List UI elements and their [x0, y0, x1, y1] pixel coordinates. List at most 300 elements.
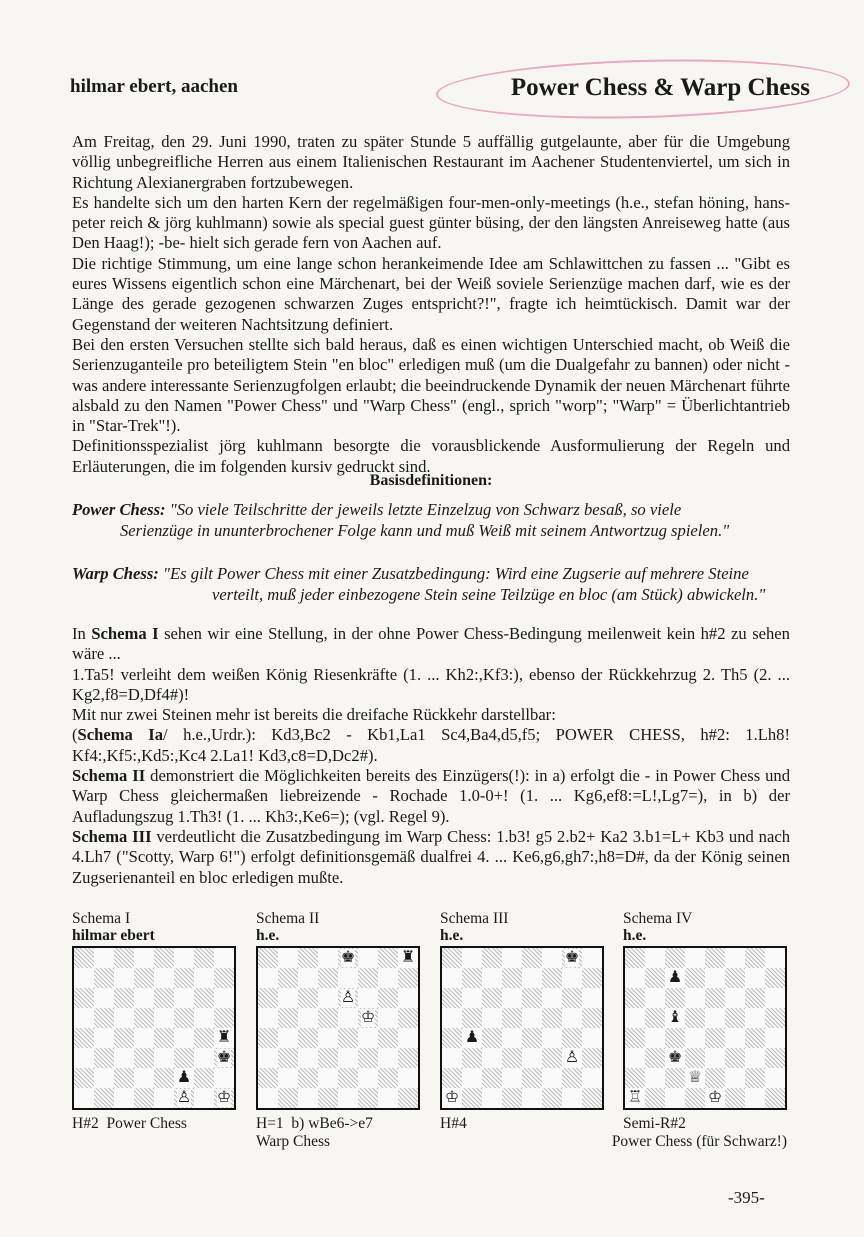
body-text [72, 624, 790, 888]
board-square [522, 948, 542, 968]
board-square [258, 1068, 278, 1088]
board-square [74, 968, 94, 988]
board-square [358, 1088, 378, 1108]
board-square [298, 948, 318, 968]
caption-line: H#4 [440, 1115, 467, 1132]
board-square [174, 1048, 194, 1068]
board-square [134, 948, 154, 968]
definition-term: Warp Chess: [72, 564, 159, 583]
chess-piece: ♙ [176, 1089, 192, 1106]
board-square [725, 1008, 745, 1028]
board-square [318, 1048, 338, 1068]
board-square [442, 1068, 462, 1088]
board-square [482, 1028, 502, 1048]
board-square [582, 988, 602, 1008]
board-square [214, 1068, 234, 1088]
board-square [134, 1088, 154, 1108]
board-square [522, 1008, 542, 1028]
paragraph [72, 766, 790, 827]
diagram-schema-2 [256, 910, 420, 1110]
board-square [625, 1008, 645, 1028]
board-square [338, 1028, 358, 1048]
board-square [685, 1048, 705, 1068]
board-square [378, 1048, 398, 1068]
board-square [318, 988, 338, 1008]
board-square [194, 1028, 214, 1048]
board-square [298, 968, 318, 988]
board-square [114, 1008, 134, 1028]
board-square [685, 1088, 705, 1108]
board-square [378, 1088, 398, 1108]
author-line: hilmar ebert, aachen [70, 76, 238, 97]
board-square [174, 1028, 194, 1048]
board-square [174, 988, 194, 1008]
board-square [114, 988, 134, 1008]
chess-piece: ♚ [667, 1049, 683, 1066]
caption-line: Warp Chess [256, 1133, 331, 1150]
board-square [582, 1008, 602, 1028]
board-square [705, 988, 725, 1008]
paragraph: Mit nur zwei Steinen mehr ist bereits die dreifache Rückkehr darstellbar: [72, 705, 556, 725]
board-square [725, 968, 745, 988]
chess-piece: ♜ [216, 1029, 232, 1046]
board-square [194, 1008, 214, 1028]
board-square [278, 948, 298, 968]
board-square [94, 1048, 114, 1068]
board-square [358, 1008, 378, 1028]
paragraph: Am Freitag, den 29. Juni 1990, traten zu später Stunde 5 auffällig gutgelaunte, aber für die Umgebung völlig unbegreifliche Herren aus einem Italienischen Restaurant im Aachener Studentenviertel, um sich in Richtung Alexianergraben fortzubewegen. [72, 132, 790, 192]
board-square [442, 1048, 462, 1068]
board-square [582, 1088, 602, 1108]
board-square [358, 1068, 378, 1088]
board-square [298, 1088, 318, 1108]
board-square [298, 988, 318, 1008]
diagram-caption [72, 1115, 187, 1133]
chess-piece: ♟ [176, 1069, 192, 1086]
board-square [154, 948, 174, 968]
board-square [665, 1048, 685, 1068]
board-square [462, 1088, 482, 1108]
board-square [522, 1068, 542, 1088]
chess-piece: ♔ [216, 1089, 232, 1106]
board-square [174, 1068, 194, 1088]
article-title: Power Chess & Warp Chess [510, 74, 810, 101]
board-square [705, 1088, 725, 1108]
board-square [114, 1088, 134, 1108]
diagram-schema-4 [623, 910, 787, 1110]
board-square [194, 1088, 214, 1108]
chess-piece: ♔ [707, 1089, 723, 1106]
diagram-label: Schema III [440, 910, 509, 927]
board-square [114, 1048, 134, 1068]
board-square [134, 988, 154, 1008]
board-square [278, 1028, 298, 1048]
board-square [705, 948, 725, 968]
caption-line: Semi-R#2 [623, 1115, 686, 1132]
board-square [522, 1028, 542, 1048]
board-square [705, 1028, 725, 1048]
board-square [765, 968, 785, 988]
board-square [134, 1048, 154, 1068]
board-square [462, 1008, 482, 1028]
board-square [442, 968, 462, 988]
schema-ref: Schema I [91, 624, 159, 643]
board-square [542, 988, 562, 1008]
board-square [398, 1028, 418, 1048]
board-square [542, 1088, 562, 1108]
board-square [174, 948, 194, 968]
board-square [74, 1068, 94, 1088]
board-square [745, 1048, 765, 1068]
paragraph: Bei den ersten Versuchen stellte sich bald heraus, daß es einen wichtigen Unterschied macht, ob Weiß die Serienzuganteile pro beteiligtem Stein "en bloc" erledigen muß (um die Dualgefahr zu bannen) oder nicht - was andere interessante Serienzugfolgen erlaubt; die beeindruckende Dynamik der neuen Märchenart führte alsbald zu den Namen "Power Chess" und "Warp Chess" (engl., sprich "worp"; "Warp" = Überlichtantrieb in "Star-Trek"!). [72, 334, 790, 436]
text: ( [72, 725, 78, 745]
board-square [542, 1028, 562, 1048]
board-square [582, 1048, 602, 1068]
board-square [502, 1028, 522, 1048]
board-square [705, 968, 725, 988]
paragraph [72, 827, 790, 888]
board-square [685, 1068, 705, 1088]
board-square [134, 1008, 154, 1028]
board-square [562, 968, 582, 988]
board-square [725, 1088, 745, 1108]
board-square [258, 948, 278, 968]
board-square [214, 988, 234, 1008]
board-square [214, 1048, 234, 1068]
board-square [258, 1028, 278, 1048]
board-square [765, 1068, 785, 1088]
board-square [665, 968, 685, 988]
chess-board [623, 946, 787, 1110]
board-square [765, 1028, 785, 1048]
text: sehen wir eine Stellung, in der ohne Power Chess-Bedingung meilenweit kein h#2 zu sehen wäre ... [72, 624, 790, 664]
board-square [582, 1028, 602, 1048]
board-square [562, 1028, 582, 1048]
diagram-caption [256, 1115, 373, 1151]
board-square [625, 988, 645, 1008]
board-square [114, 1028, 134, 1048]
chess-piece: ♕ [687, 1069, 703, 1086]
board-square [258, 1048, 278, 1068]
board-square [74, 988, 94, 1008]
board-square [258, 1008, 278, 1028]
board-square [745, 1088, 765, 1108]
chess-board [256, 946, 420, 1110]
board-square [74, 1088, 94, 1108]
board-square [398, 1048, 418, 1068]
board-square [645, 948, 665, 968]
board-square [462, 988, 482, 1008]
board-square [562, 1048, 582, 1068]
board-square [94, 948, 114, 968]
board-square [562, 1068, 582, 1088]
board-square [134, 1028, 154, 1048]
diagram-author: h.e. [440, 927, 464, 944]
paragraph: Definitionsspezialist jörg kuhlmann besorgte die vorausblickende Ausformulierung der Regeln und Erläuterungen, die im folgenden kursiv gedruckt sind. [72, 436, 790, 476]
board-square [645, 1048, 665, 1068]
board-square [74, 1048, 94, 1068]
chess-piece: ♚ [340, 949, 356, 966]
board-square [462, 948, 482, 968]
definitions-heading: Basisdefinitionen: [369, 472, 493, 489]
board-square [625, 1028, 645, 1048]
power-chess-definition [72, 500, 790, 541]
board-square [482, 968, 502, 988]
paragraph: 1.Ta5! verleiht dem weißen König Riesenkräfte (1. ... Kh2:,Kf3:), ebenso der Rückkehrzug 2. Th5 (2. ... Kg2,f8=D,Df4#)! [72, 664, 790, 704]
board-square [338, 1008, 358, 1028]
board-square [338, 988, 358, 1008]
board-square [358, 988, 378, 1008]
board-square [502, 1088, 522, 1108]
schema-ref: Schema II [72, 766, 146, 786]
chess-piece: ♙ [564, 1049, 580, 1066]
board-square [745, 948, 765, 968]
board-square [502, 988, 522, 1008]
board-square [562, 1008, 582, 1028]
board-square [685, 988, 705, 1008]
board-square [542, 948, 562, 968]
board-square [482, 1008, 502, 1028]
board-square [74, 1008, 94, 1028]
chess-board [72, 946, 236, 1110]
board-square [482, 1068, 502, 1088]
board-square [522, 968, 542, 988]
board-square [745, 968, 765, 988]
diagram-label: Schema IV [623, 910, 693, 927]
diagram-label: Schema I [72, 910, 131, 927]
board-square [705, 1008, 725, 1028]
board-square [502, 1068, 522, 1088]
board-square [645, 988, 665, 1008]
board-square [378, 968, 398, 988]
caption-line: H=1 b) wBe6->e7 [256, 1115, 373, 1132]
paragraph [72, 624, 790, 665]
board-square [625, 1068, 645, 1088]
board-square [214, 948, 234, 968]
chess-piece: ♜ [400, 949, 416, 966]
board-square [154, 1048, 174, 1068]
board-square [74, 948, 94, 968]
board-square [194, 1068, 214, 1088]
board-square [318, 968, 338, 988]
board-square [94, 968, 114, 988]
board-square [358, 1028, 378, 1048]
board-square [645, 1068, 665, 1088]
board-square [442, 988, 462, 1008]
board-square [625, 968, 645, 988]
board-square [258, 1088, 278, 1108]
diagram-author: hilmar ebert [72, 927, 155, 944]
intro-text [72, 132, 790, 477]
paragraph: Die richtige Stimmung, um eine lange schon herankeimende Idee am Schlawittchen zu fassen ... "Gibt es eures Wissens eigentlich schon eine Märchenart, bei der Weiß soviele Serienzüge machen darf, wie es der Länge des gerade gezogenen schwarzen Zuges entspricht?!", fragte ich heimtückisch. Damit war der Gegenstand der weiteren Nachtsitzung definiert. [72, 253, 790, 334]
board-square [462, 1068, 482, 1088]
board-square [94, 1088, 114, 1108]
board-square [74, 1028, 94, 1048]
board-square [114, 968, 134, 988]
board-square [318, 1028, 338, 1048]
board-square [665, 988, 685, 1008]
board-square [398, 948, 418, 968]
board-square [298, 1008, 318, 1028]
chess-piece: ♙ [340, 989, 356, 1006]
board-square [194, 968, 214, 988]
board-square [378, 1028, 398, 1048]
board-square [765, 988, 785, 1008]
board-square [705, 1068, 725, 1088]
board-square [194, 948, 214, 968]
chess-piece: ♚ [216, 1049, 232, 1066]
definition-term: Power Chess: [72, 500, 166, 519]
board-square [705, 1048, 725, 1068]
board-square [482, 988, 502, 1008]
text: verdeutlicht die Zusatzbedingung im Warp Chess: 1.b3! g5 2.b2+ Ka2 3.b1=L+ Kb3 und nach 4.Lh7 ("Scotty, Warp 6!") erfolgt definitionsgemäß dualfrei 4. ... Ke6,g6,gh7:,h8=D#, da der König seinen Zugserienanteil en bloc erledigen mußte. [72, 826, 790, 887]
board-square [338, 1088, 358, 1108]
board-square [462, 968, 482, 988]
board-square [278, 1068, 298, 1088]
board-square [665, 1068, 685, 1088]
board-square [154, 1028, 174, 1048]
board-square [462, 1028, 482, 1048]
board-square [562, 988, 582, 1008]
board-square [298, 1068, 318, 1088]
board-square [482, 1048, 502, 1068]
board-square [645, 1008, 665, 1028]
diagram-author: h.e. [623, 927, 647, 944]
diagram-author: h.e. [256, 927, 280, 944]
board-square [278, 1048, 298, 1068]
board-square [442, 1028, 462, 1048]
board-square [725, 948, 745, 968]
board-square [745, 988, 765, 1008]
board-square [625, 948, 645, 968]
definition-text: Serienzüge in ununterbrochener Folge kann und muß Weiß mit seinem Antwortzug spielen." [120, 520, 730, 540]
board-square [174, 1088, 194, 1108]
board-square [685, 1008, 705, 1028]
board-square [482, 948, 502, 968]
board-square [522, 988, 542, 1008]
board-square [318, 1068, 338, 1088]
board-square [338, 1068, 358, 1088]
board-square [522, 1048, 542, 1068]
article-header [70, 74, 810, 104]
board-square [522, 1088, 542, 1108]
board-square [398, 968, 418, 988]
board-square [94, 1068, 114, 1088]
board-square [685, 968, 705, 988]
chess-piece: ♖ [627, 1089, 643, 1106]
board-square [174, 1008, 194, 1028]
board-square [562, 948, 582, 968]
board-square [114, 948, 134, 968]
diagram-caption [587, 1115, 787, 1151]
board-square [625, 1048, 645, 1068]
board-square [318, 1008, 338, 1028]
board-square [278, 1088, 298, 1108]
board-square [154, 1088, 174, 1108]
board-square [765, 948, 785, 968]
board-square [502, 1048, 522, 1068]
board-square [502, 1008, 522, 1028]
board-square [725, 1068, 745, 1088]
text: / h.e.,Urdr.): Kd3,Bc2 - Kb1,La1 Sc4,Ba4,d5,f5; POWER CHESS, h#2: 1.Lh8! Kf4:,Kf5:,Kd5:,Kc4 2.La1! Kd3,c8=D,Dc2#). [72, 725, 790, 765]
board-square [154, 1068, 174, 1088]
board-square [398, 1088, 418, 1108]
chess-piece: ♔ [444, 1089, 460, 1106]
board-square [338, 968, 358, 988]
diagram-label: Schema II [256, 910, 320, 927]
board-square [398, 1008, 418, 1028]
board-square [582, 1068, 602, 1088]
board-square [665, 1088, 685, 1108]
chess-board [440, 946, 604, 1110]
board-square [765, 1048, 785, 1068]
diagram-caption [440, 1115, 467, 1133]
board-square [154, 1008, 174, 1028]
board-square [154, 988, 174, 1008]
board-square [278, 1008, 298, 1028]
board-square [338, 1048, 358, 1068]
schema-ref: Schema Ia [77, 725, 164, 745]
board-square [442, 1008, 462, 1028]
board-square [358, 968, 378, 988]
board-square [725, 988, 745, 1008]
board-square [725, 1028, 745, 1048]
board-square [725, 1048, 745, 1068]
board-square [745, 1068, 765, 1088]
board-square [214, 968, 234, 988]
board-square [378, 1068, 398, 1088]
board-square [665, 948, 685, 968]
chess-piece: ♚ [564, 949, 580, 966]
warp-chess-definition [72, 564, 790, 605]
board-square [582, 968, 602, 988]
definition-text: "Es gilt Power Chess mit einer Zusatzbedingung: Wird eine Zugserie auf mehrere Steine [162, 564, 749, 583]
board-square [482, 1088, 502, 1108]
board-square [625, 1088, 645, 1108]
board-square [645, 1028, 665, 1048]
board-square [214, 1028, 234, 1048]
board-square [378, 948, 398, 968]
board-square [258, 968, 278, 988]
board-square [645, 968, 665, 988]
text: In [72, 624, 92, 643]
board-square [94, 1008, 114, 1028]
text: demonstriert die Möglichkeiten bereits des Einzügers(!): in a) erfolgt die - in Power Chess und Warp Chess gleichermaßen liebreizende - Rochade 1.0-0+! (1. ... Kg6,ef8:=L!,Lg7=), in b) der Aufladungszug 1.Th3! (1. ... Kh3:,Ke6=); (vgl. Regel 9). [72, 766, 791, 826]
board-square [214, 1008, 234, 1028]
board-square [358, 1048, 378, 1068]
board-square [665, 1008, 685, 1028]
chess-piece: ♔ [360, 1009, 376, 1026]
board-square [645, 1088, 665, 1108]
board-square [358, 948, 378, 968]
board-square [398, 988, 418, 1008]
chess-piece: ♟ [667, 969, 683, 986]
board-square [134, 968, 154, 988]
board-square [134, 1068, 154, 1088]
board-square [765, 1088, 785, 1108]
board-square [542, 1008, 562, 1028]
board-square [94, 988, 114, 1008]
diagram-schema-3 [440, 910, 604, 1110]
board-square [562, 1088, 582, 1108]
board-square [378, 988, 398, 1008]
board-square [442, 948, 462, 968]
board-square [502, 968, 522, 988]
board-square [174, 968, 194, 988]
board-square [502, 948, 522, 968]
board-square [194, 1048, 214, 1068]
board-square [685, 1028, 705, 1048]
